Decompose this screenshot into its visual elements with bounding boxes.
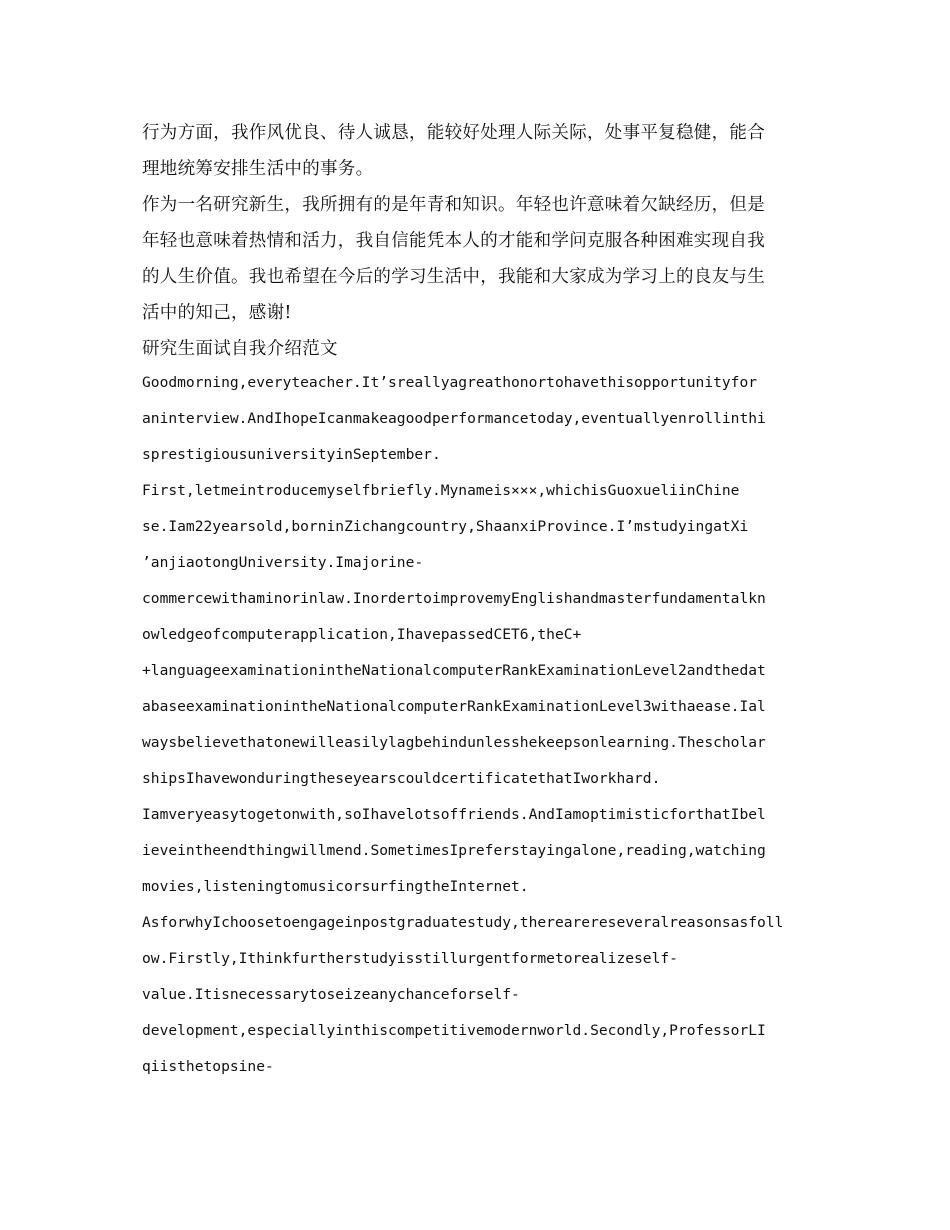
paragraph-line: value.Itisnecessarytoseizeanychanceforself- bbox=[142, 986, 520, 1003]
paragraph-line: 的人生价值。我也希望在今后的学习生活中，我能和大家成为学习上的良友与生 bbox=[142, 267, 765, 287]
paragraph-line: 活中的知己，感谢! bbox=[142, 303, 292, 323]
paragraph-line: development,especiallyinthiscompetitivemodernworld.Secondly,ProfessorLI bbox=[142, 1022, 766, 1039]
paragraph-line: se.Iam22yearsold,borninZichangcountry,ShaanxiProvince.I’mstudyingatXi bbox=[142, 518, 749, 535]
section-heading: 研究生面试自我介绍范文 bbox=[142, 339, 338, 359]
paragraph-line: ieveintheendthingwillmend.SometimesIpreferstayingalone,reading,watching bbox=[142, 842, 766, 859]
paragraph-line: qiisthetopsine- bbox=[142, 1058, 274, 1075]
paragraph-line: owledgeofcomputerapplication,IhavepassedCET6,theC+ bbox=[142, 626, 582, 643]
paragraph-line: AsforwhyIchoosetoengageinpostgraduatestudy,therearereseveralreasonsasfoll bbox=[142, 914, 784, 931]
paragraph-line: 年轻也意味着热情和活力，我自信能凭本人的才能和学问克服各种困难实现自我 bbox=[142, 231, 765, 251]
paragraph-line: ow.Firstly,Ithinkfurtherstudyisstillurgentformetorealizeself- bbox=[142, 950, 678, 967]
paragraph-line: ’anjiaotongUniversity.Imajorine- bbox=[142, 554, 424, 571]
paragraph-line: movies,listeningtomusicorsurfingtheInternet. bbox=[142, 878, 529, 895]
paragraph-line: 行为方面，我作风优良、待人诚恳，能较好处理人际关际，处事平复稳健，能合 bbox=[142, 123, 765, 143]
paragraph-line: abaseexaminationintheNationalcomputerRankExaminationLevel3withaease.Ial bbox=[142, 698, 766, 715]
paragraph-line: 理地统筹安排生活中的事务。 bbox=[142, 159, 374, 179]
paragraph-line: commercewithaminorinlaw.InordertoimprovemyEnglishandmasterfundamentalkn bbox=[142, 590, 766, 607]
paragraph-line: shipsIhavewonduringtheseyearscouldcertificatethatIworkhard. bbox=[142, 770, 661, 787]
paragraph-line: +languageexaminationintheNationalcomputerRankExaminationLevel2andthedat bbox=[142, 662, 766, 679]
paragraph-line: 作为一名研究新生，我所拥有的是年青和知识。年轻也许意味着欠缺经历，但是 bbox=[142, 195, 765, 215]
paragraph-line: sprestigiousuniversityinSeptember. bbox=[142, 446, 441, 463]
paragraph-line: Goodmorning,everyteacher.It’sreallyagreathonortohavethisopportunityfor bbox=[142, 374, 758, 391]
paragraph-line: aninterview.AndIhopeIcanmakeagoodperformancetoday,eventuallyenrollinthi bbox=[142, 410, 766, 427]
paragraph-line: waysbelievethatonewilleasilylagbehindunlesshekeepsonlearning.Thescholar bbox=[142, 734, 766, 751]
paragraph-line: First,letmeintroducemyselfbriefly.Mynameis×××,whichisGuoxueliinChine bbox=[142, 482, 740, 499]
paragraph-line: Iamveryeasytogetonwith,soIhavelotsoffriends.AndIamoptimisticforthatIbel bbox=[142, 806, 766, 823]
